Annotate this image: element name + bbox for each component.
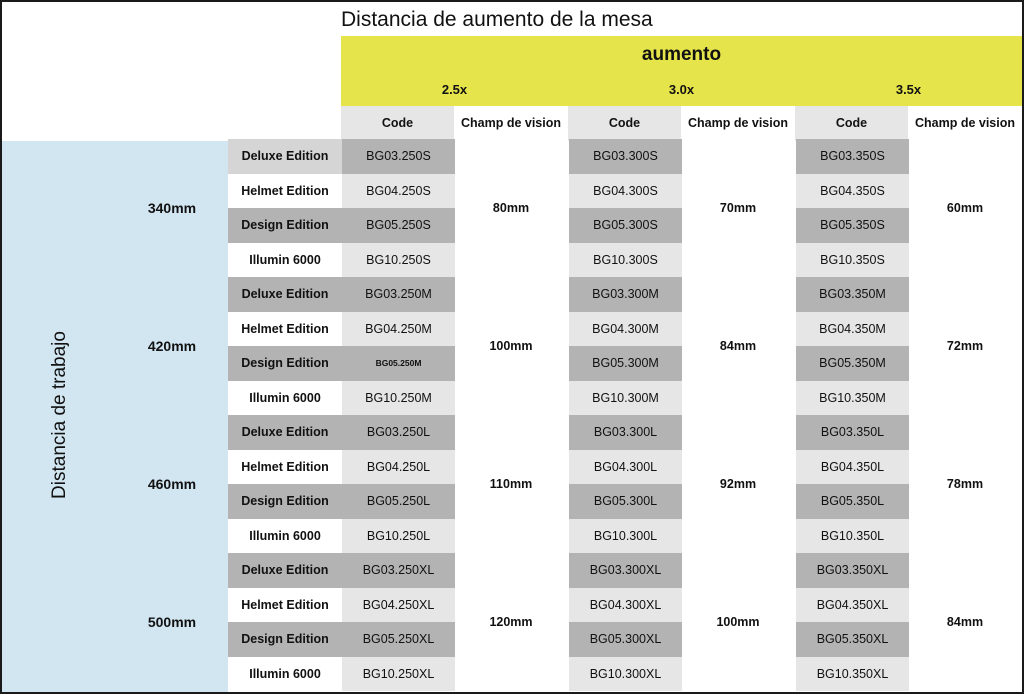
- champ-de-vision-value: 70mm: [719, 201, 757, 215]
- code-header-3-5x: Code: [795, 106, 908, 141]
- champ-de-vision-value: 84mm: [719, 339, 757, 353]
- champ-header-2-5x: Champ de vision: [454, 106, 568, 141]
- product-code-cell: BG10.300XL: [569, 657, 682, 692]
- edition-label: Deluxe Edition: [228, 277, 342, 312]
- code-header-2-5x: Code: [341, 106, 454, 141]
- table-row: [228, 415, 1022, 450]
- working-distance-label: Distancia de trabajo: [49, 331, 70, 499]
- table-row: [228, 657, 1022, 692]
- magnification-3-5x: 3.5x: [895, 82, 922, 97]
- edition-label: Deluxe Edition: [228, 553, 342, 588]
- product-code-cell: BG03.350XL: [796, 553, 909, 588]
- product-code-cell: BG05.300L: [569, 484, 682, 519]
- table-row: [228, 622, 1022, 657]
- champ-de-vision-value: 100mm: [489, 339, 533, 353]
- product-code-cell: BG10.350M: [796, 381, 909, 416]
- product-code-cell: BG03.250L: [342, 415, 455, 450]
- edition-label: Helmet Edition: [228, 312, 342, 347]
- product-code-cell: BG05.300XL: [569, 622, 682, 657]
- product-code-cell: BG05.250S: [342, 208, 455, 243]
- working-distance-band: [2, 141, 228, 692]
- table-title: Distancia de aumento de la mesa: [341, 8, 653, 31]
- edition-label: Illumin 6000: [228, 519, 342, 554]
- product-code-cell: BG10.250L: [342, 519, 455, 554]
- code-header-3-0x: Code: [568, 106, 681, 141]
- product-code-cell: BG03.350L: [796, 415, 909, 450]
- product-code-cell: BG10.350L: [796, 519, 909, 554]
- magnification-2-5x: 2.5x: [441, 82, 468, 97]
- working-distance-value: 460mm: [147, 476, 197, 492]
- table-row: [228, 346, 1022, 381]
- champ-de-vision-value: 72mm: [946, 339, 984, 353]
- edition-label: Design Edition: [228, 208, 342, 243]
- product-code-cell: BG03.350S: [796, 139, 909, 174]
- edition-label: Illumin 6000: [228, 381, 342, 416]
- edition-label: Helmet Edition: [228, 450, 342, 485]
- magnification-3-0x: 3.0x: [668, 82, 695, 97]
- product-code-cell: BG03.350M: [796, 277, 909, 312]
- champ-de-vision-value: 84mm: [946, 615, 984, 629]
- champ-de-vision-value: 100mm: [716, 615, 760, 629]
- table-row: [228, 484, 1022, 519]
- product-code-cell: BG04.300M: [569, 312, 682, 347]
- edition-label: Deluxe Edition: [228, 415, 342, 450]
- champ-de-vision-value: 80mm: [492, 201, 530, 215]
- product-code-cell: BG05.300S: [569, 208, 682, 243]
- table-row: [228, 588, 1022, 623]
- product-code-cell: BG04.300XL: [569, 588, 682, 623]
- product-code-cell: BG10.300M: [569, 381, 682, 416]
- product-code-cell: BG03.250M: [342, 277, 455, 312]
- product-code-cell: BG04.350L: [796, 450, 909, 485]
- product-code-cell: BG05.250M: [342, 346, 455, 381]
- table-row: [228, 243, 1022, 278]
- product-code-cell: BG10.250S: [342, 243, 455, 278]
- table-row: [228, 208, 1022, 243]
- product-code-cell: BG10.250M: [342, 381, 455, 416]
- product-code-cell: BG05.250L: [342, 484, 455, 519]
- product-code-cell: BG05.350XL: [796, 622, 909, 657]
- champ-header-3-5x: Champ de vision: [908, 106, 1022, 141]
- product-code-cell: BG05.250XL: [342, 622, 455, 657]
- product-code-cell: BG04.350S: [796, 174, 909, 209]
- product-code-cell: BG04.250L: [342, 450, 455, 485]
- table-row: [228, 174, 1022, 209]
- aumento-label: aumento: [641, 44, 722, 65]
- table-row: [228, 553, 1022, 588]
- working-distance-value: 420mm: [147, 338, 197, 354]
- product-code-cell: BG04.300S: [569, 174, 682, 209]
- edition-label: Design Edition: [228, 622, 342, 657]
- champ-de-vision-value: 92mm: [719, 477, 757, 491]
- product-code-cell: BG10.350S: [796, 243, 909, 278]
- champ-header-3-0x: Champ de vision: [681, 106, 795, 141]
- product-code-cell: BG10.300L: [569, 519, 682, 554]
- edition-label: Helmet Edition: [228, 174, 342, 209]
- champ-de-vision-value: 78mm: [946, 477, 984, 491]
- working-distance-value: 340mm: [147, 200, 197, 216]
- product-code-cell: BG03.250S: [342, 139, 455, 174]
- product-code-cell: BG05.350S: [796, 208, 909, 243]
- working-distance-value: 500mm: [147, 614, 197, 630]
- product-code-cell: BG04.250M: [342, 312, 455, 347]
- product-code-cell: BG10.350XL: [796, 657, 909, 692]
- champ-de-vision-value: 110mm: [489, 477, 533, 491]
- edition-label: Deluxe Edition: [228, 139, 342, 174]
- product-code-cell: BG03.300S: [569, 139, 682, 174]
- product-code-cell: BG04.250S: [342, 174, 455, 209]
- product-code-cell: BG10.250XL: [342, 657, 455, 692]
- edition-label: Helmet Edition: [228, 588, 342, 623]
- champ-de-vision-value: 120mm: [489, 615, 533, 629]
- champ-de-vision-value: 60mm: [946, 201, 984, 215]
- table-row: [228, 277, 1022, 312]
- product-code-cell: BG04.350M: [796, 312, 909, 347]
- table-row: [228, 312, 1022, 347]
- product-code-cell: BG05.350L: [796, 484, 909, 519]
- edition-label: Design Edition: [228, 346, 342, 381]
- edition-label: Illumin 6000: [228, 243, 342, 278]
- table-row: [228, 139, 1022, 174]
- product-code-cell: BG03.300L: [569, 415, 682, 450]
- edition-label: Design Edition: [228, 484, 342, 519]
- product-code-cell: BG03.300XL: [569, 553, 682, 588]
- table-row: [228, 519, 1022, 554]
- product-code-cell: BG04.350XL: [796, 588, 909, 623]
- table-row: [228, 381, 1022, 416]
- product-code-cell: BG05.300M: [569, 346, 682, 381]
- table-row: [228, 450, 1022, 485]
- product-code-cell: BG10.300S: [569, 243, 682, 278]
- product-code-cell: BG05.350M: [796, 346, 909, 381]
- product-code-cell: BG03.300M: [569, 277, 682, 312]
- aumento-header-band: [341, 36, 1022, 106]
- product-code-cell: BG04.300L: [569, 450, 682, 485]
- edition-label: Illumin 6000: [228, 657, 342, 692]
- product-code-cell: BG04.250XL: [342, 588, 455, 623]
- product-code-cell: BG03.250XL: [342, 553, 455, 588]
